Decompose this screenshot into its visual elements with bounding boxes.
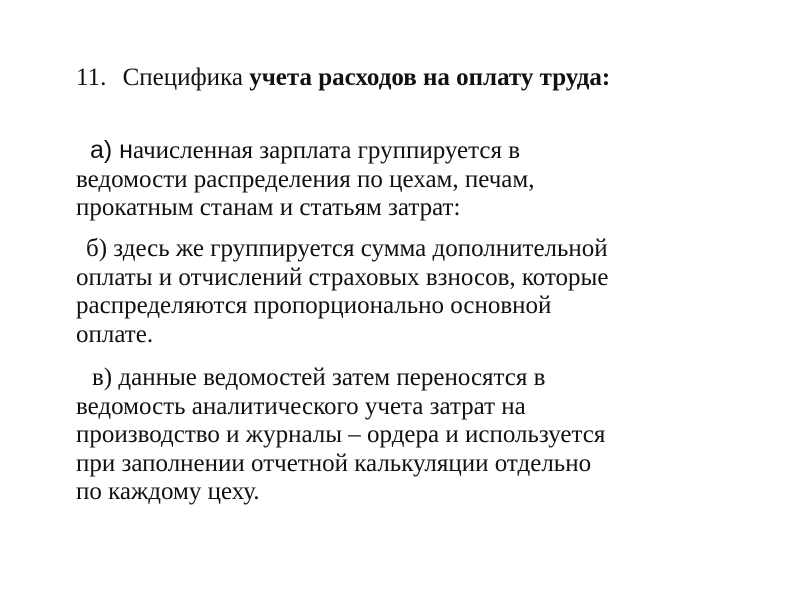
item-a-lead: а) н	[90, 136, 133, 164]
item-b-line-3: распределяются пропорционально основной	[76, 292, 552, 319]
item-c-line-2: ведомость аналитического учета затрат на	[76, 392, 526, 420]
title-number: 11.	[76, 64, 107, 91]
slide-title	[76, 62, 610, 94]
item-b-line-2: оплаты и отчислений страховых взносов, которые	[76, 263, 609, 291]
item-b-line-4: оплате.	[76, 320, 154, 348]
item-c-text-1: в) данные ведомостей затем переносятся в	[92, 364, 546, 391]
title-bold-text: учета расходов на оплату труда:	[249, 64, 611, 91]
item-b-line-1	[76, 235, 776, 264]
item-a-paragraph	[76, 136, 776, 223]
item-a-text-1: ачисленная зарплата группируется в	[132, 137, 521, 164]
item-c-line-3: производство и журналы – ордера и используется	[76, 421, 606, 448]
item-b-paragraph	[76, 235, 776, 349]
item-b-text-1: б) здесь же группируется сумма дополнительной	[86, 235, 608, 262]
item-c-line-5: по каждому цеху.	[76, 478, 260, 505]
item-a-line-2: ведомости распределения по цехам, печам,	[76, 165, 535, 193]
title-normal-text: Специфика	[122, 64, 243, 91]
item-c-paragraph	[76, 364, 776, 507]
item-a-line-3: прокатным станам и статьям затрат:	[76, 194, 461, 221]
item-a-line-1	[76, 136, 776, 166]
item-c-line-1	[76, 364, 776, 393]
item-c-line-4: при заполнении отчетной калькуляции отдельно	[76, 449, 592, 477]
